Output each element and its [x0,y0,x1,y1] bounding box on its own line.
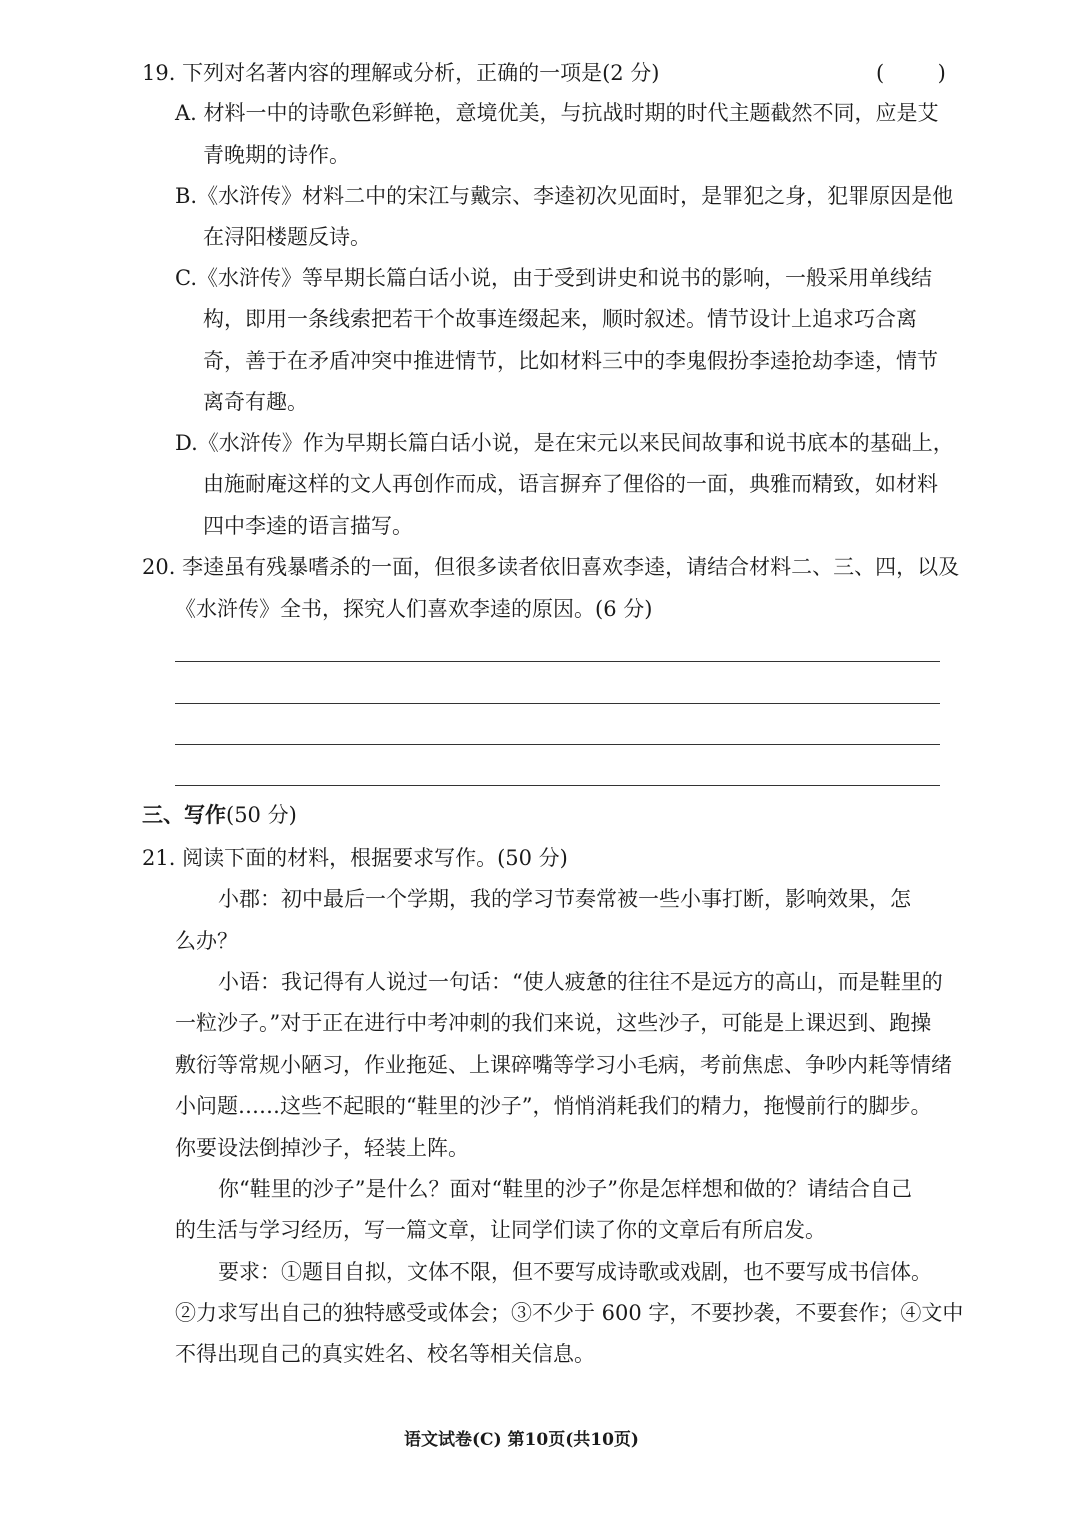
answer-line-2[interactable] [175,703,940,704]
q19-option-a-line2: 青晚期的诗作。 [203,143,350,167]
q21-requirements-line2: ②力求写出自己的独特感受或体会；③不少于 600 字，不要抄袭，不要套作；④文中 [175,1301,964,1325]
q19-stem: 19. 下列对名著内容的理解或分析，正确的一项是(2 分) [142,61,660,85]
section-3-points: (50 分) [226,803,297,827]
answer-line-4[interactable] [175,785,940,786]
q21-dialogue2-line2: 一粒沙子。”对于正在进行中考冲刺的我们来说，这些沙子，可能是上课迟到、跑操 [175,1011,932,1035]
q19-option-d-line1: D.《水浒传》作为早期长篇白话小说，是在宋元以来民间故事和说书底本的基础上， [175,431,954,455]
q21-requirements-line1: 要求：①题目自拟，文体不限，但不要写成诗歌或戏剧，也不要写成书信体。 [218,1260,932,1284]
q21-prompt-line1: 你“鞋里的沙子”是什么？面对“鞋里的沙子”你是怎样想和做的？请结合自己 [218,1177,912,1201]
q21-dialogue2-line1: 小语：我记得有人说过一句话：“使人疲惫的往往不是远方的高山，而是鞋里的 [218,970,943,994]
section-3-title: 三、写作 [142,802,226,827]
q21-dialogue2-line3: 敷衍等常规小陋习，作业拖延、上课碎嘴等学习小毛病，考前焦虑、争吵内耗等情绪 [175,1053,952,1077]
answer-line-1[interactable] [175,661,940,662]
q19-option-c-line4: 离奇有趣。 [203,390,308,414]
q21-dialogue2-line4: 小问题……这些不起眼的“鞋里的沙子”，悄悄消耗我们的精力，拖慢前行的脚步。 [175,1094,932,1118]
answer-line-3[interactable] [175,744,940,745]
q19-option-a-line1: A. 材料一中的诗歌色彩鲜艳，意境优美，与抗战时期的时代主题截然不同，应是艾 [175,101,939,125]
q19-answer-paren[interactable]: ( ) [876,61,946,85]
q21-requirements-line3: 不得出现自己的真实姓名、校名等相关信息。 [175,1342,595,1366]
q21-dialogue2-line5: 你要设法倒掉沙子，轻装上阵。 [175,1136,469,1160]
q19-option-c-line1: C.《水浒传》等早期长篇白话小说，由于受到讲史和说书的影响，一般采用单线结 [175,266,932,290]
q19-option-b-line2: 在浔阳楼题反诗。 [203,225,371,249]
q20-stem-line2: 《水浒传》全书，探究人们喜欢李逵的原因。(6 分) [175,597,653,621]
q19-option-d-line3: 四中李逵的语言描写。 [203,514,413,538]
q21-dialogue1-line1: 小郡：初中最后一个学期，我的学习节奏常被一些小事打断，影响效果，怎 [218,887,911,911]
page-footer: 语文试卷(C) 第10页(共10页) [404,1430,639,1450]
q21-stem: 21. 阅读下面的材料，根据要求写作。(50 分) [142,846,568,870]
q19-option-c-line3: 奇，善于在矛盾冲突中推进情节，比如材料三中的李鬼假扮李逵抢劫李逵，情节 [203,349,938,373]
q20-stem-line1: 20. 李逵虽有残暴嗜杀的一面，但很多读者依旧喜欢李逵，请结合材料二、三、四，以及 [142,555,960,579]
q21-prompt-line2: 的生活与学习经历，写一篇文章，让同学们读了你的文章后有所启发。 [175,1218,826,1242]
q19-option-b-line1: B.《水浒传》材料二中的宋江与戴宗、李逵初次见面时，是罪犯之身，犯罪原因是他 [175,184,954,208]
section-3-heading [142,800,297,830]
q21-dialogue1-line2: 么办？ [175,929,238,953]
q19-option-c-line2: 构，即用一条线索把若干个故事连缀起来，顺时叙述。情节设计上追求巧合离 [203,307,917,331]
q19-option-d-line2: 由施耐庵这样的文人再创作而成，语言摒弃了俚俗的一面，典雅而精致，如材料 [203,472,938,496]
